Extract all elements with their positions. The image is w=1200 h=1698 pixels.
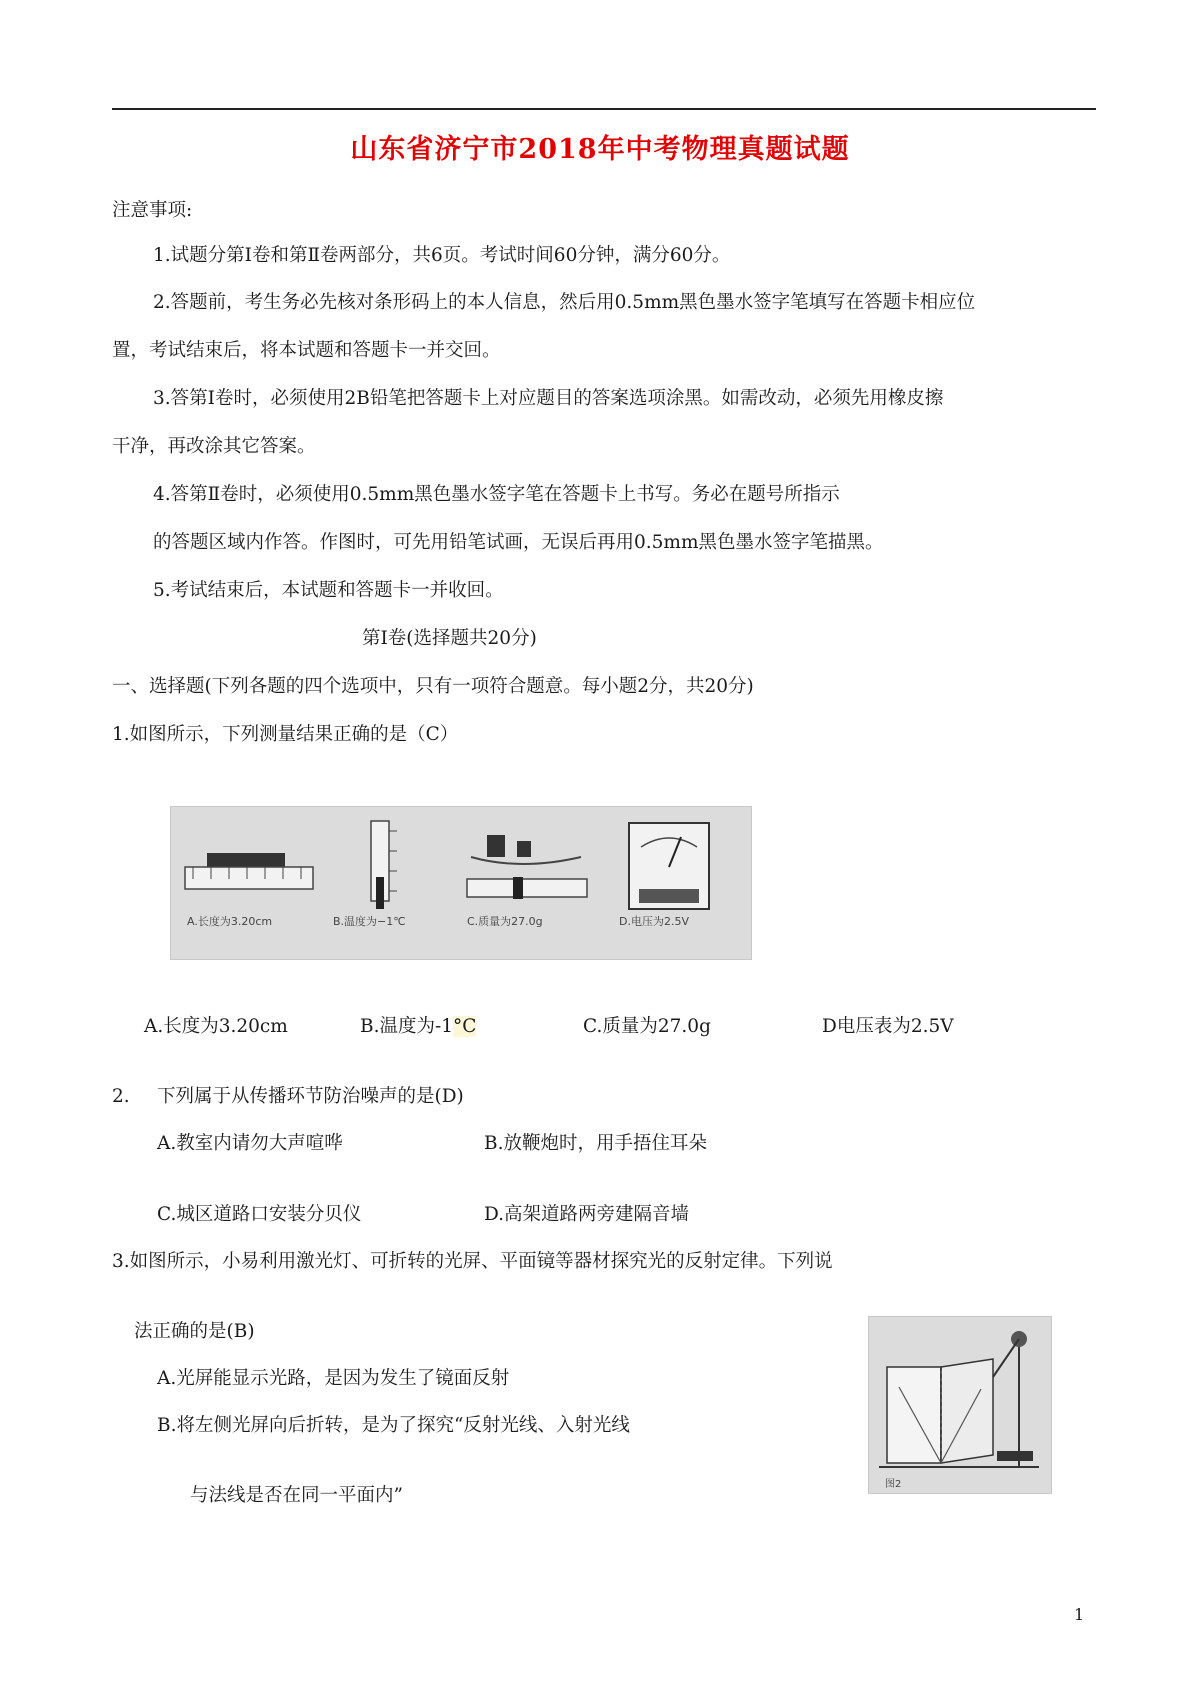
notice-2-cont: 置，考试结束后，将本试题和答题卡一并交回。 bbox=[112, 340, 501, 361]
q1-option-d: D电压表为2.5V bbox=[822, 1016, 954, 1037]
q3-stem: 3.如图所示，小易利用激光灯、可折转的光屏、平面镜等器材探究光的反射定律。下列说 bbox=[112, 1251, 833, 1272]
notice-2: 2.答题前，考生务必先核对条形码上的本人信息，然后用0.5mm黑色墨水签字笔填写在答题卡相应位 bbox=[153, 292, 976, 313]
notice-3: 3.答第Ⅰ卷时，必须使用2B铅笔把答题卡上对应题目的答案选项涂黑。如需改动，必须先用橡皮擦 bbox=[153, 388, 944, 409]
q1-option-a: A.长度为3.20cm bbox=[144, 1016, 288, 1037]
q1-option-c: C.质量为27.0g bbox=[583, 1016, 711, 1037]
q1-figure bbox=[170, 806, 752, 960]
notice-5: 5.考试结束后，本试题和答题卡一并收回。 bbox=[153, 580, 504, 601]
q3-figure-drawing bbox=[869, 1317, 1051, 1493]
q2-option-b: B.放鞭炮时，用手捂住耳朵 bbox=[484, 1133, 707, 1154]
page-number: 1 bbox=[1074, 1605, 1085, 1624]
ruler-instrument bbox=[185, 853, 313, 928]
q1-fig-caption-c: C.质量为27.0g bbox=[467, 915, 543, 928]
notice-4-cont: 的答题区域内作答。作图时，可先用铅笔试画，无误后再用0.5mm黑色墨水签字笔描黑。 bbox=[153, 532, 884, 553]
q1-option-b bbox=[360, 1014, 476, 1040]
q2-option-d: D.高架道路两旁建隔音墙 bbox=[484, 1204, 690, 1225]
q3-option-b-cont: 与法线是否在同一平面内” bbox=[190, 1485, 403, 1506]
q2-number: 2. bbox=[112, 1086, 130, 1107]
thermometer-instrument bbox=[333, 821, 406, 928]
section-title: 第Ⅰ卷(选择题共20分) bbox=[362, 628, 537, 649]
q1-option-b-text: B.温度为-1 bbox=[360, 1016, 453, 1037]
q3-stem-cont: 法正确的是(B) bbox=[134, 1321, 255, 1342]
q2-option-c: C.城区道路口安装分贝仪 bbox=[157, 1204, 362, 1225]
q1-fig-caption-b: B.温度为−1℃ bbox=[333, 915, 406, 928]
q3-figure bbox=[868, 1316, 1052, 1494]
page-title: 山东省济宁市2018年中考物理真题试题 bbox=[350, 134, 850, 165]
q1-option-b-unit: °C bbox=[453, 1016, 477, 1037]
header-rule bbox=[112, 108, 1096, 110]
reflection-apparatus bbox=[879, 1331, 1039, 1467]
q2-option-a: A.教室内请勿大声喧哗 bbox=[157, 1133, 343, 1154]
q1-fig-caption-a: A.长度为3.20cm bbox=[187, 915, 273, 928]
notice-3-cont: 干净，再改涂其它答案。 bbox=[112, 436, 316, 457]
q3-option-a: A.光屏能显示光路，是因为发生了镜面反射 bbox=[157, 1368, 510, 1389]
voltmeter-instrument bbox=[619, 823, 709, 928]
q2-stem: 下列属于从传播环节防治噪声的是(D) bbox=[157, 1086, 464, 1107]
q1-figure-drawing bbox=[171, 807, 751, 959]
balance-instrument bbox=[467, 835, 587, 928]
q1-fig-caption-d: D.电压为2.5V bbox=[619, 915, 689, 928]
notice-heading: 注意事项: bbox=[112, 200, 193, 221]
notice-4: 4.答第Ⅱ卷时，必须使用0.5mm黑色墨水签字笔在答题卡上书写。务必在题号所指示 bbox=[153, 484, 840, 505]
q3-figure-label: 图2 bbox=[885, 1479, 902, 1490]
q1-stem: 1.如图所示，下列测量结果正确的是（C） bbox=[112, 724, 459, 745]
q3-option-b: B.将左侧光屏向后折转，是为了探究“反射光线、入射光线 bbox=[157, 1415, 630, 1436]
notice-1: 1.试题分第Ⅰ卷和第Ⅱ卷两部分，共6页。考试时间60分钟，满分60分。 bbox=[153, 245, 731, 266]
part-heading: 一、选择题(下列各题的四个选项中，只有一项符合题意。每小题2分，共20分) bbox=[112, 676, 754, 697]
